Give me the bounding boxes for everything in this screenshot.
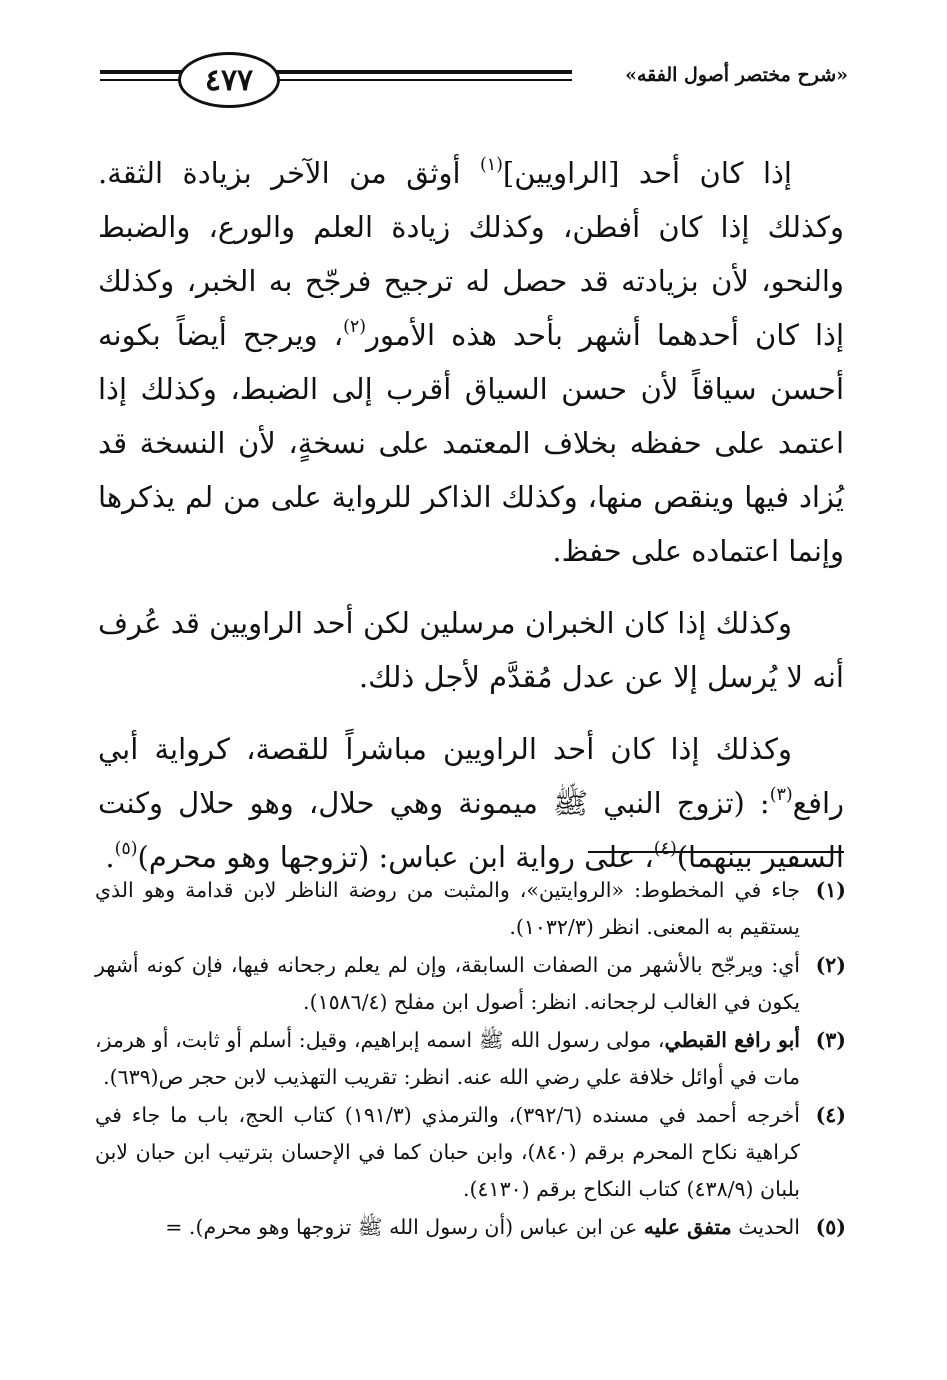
footnote-ref-1: (١) xyxy=(479,154,503,175)
footnote-3 xyxy=(95,1022,846,1096)
footnote-1 xyxy=(95,872,846,946)
footnote-text-prefix: الحديث xyxy=(731,1215,800,1239)
footnote-number: (١) xyxy=(815,878,846,902)
paragraph-1 xyxy=(98,146,844,578)
footnote-number: (٥) xyxy=(815,1215,846,1239)
paragraph-3-text: . xyxy=(105,840,115,874)
footnote-bold-name: أبو رافع القبطي xyxy=(664,1028,800,1052)
paragraph-3-text: وكذلك إذا كان أحد الراويين مباشراً للقصة، كرواية أبي رافع xyxy=(98,732,844,820)
header-rule-right xyxy=(270,70,572,88)
footnote-bold-term: متفق عليه xyxy=(643,1215,732,1239)
footnote-text: أي: ويرجّح بالأشهر من الصفات السابقة، وإن لم يعلم رجحانه فيها، فإن كونه أشهر يكون في الغالب لرجحانه. انظر: أصول ابن مفلح (١٥٨٦/٤). xyxy=(95,953,800,1014)
footnote-ref-5: (٥) xyxy=(114,838,138,859)
page-header xyxy=(100,48,848,110)
running-title: «شرح مختصر أصول الفقه» xyxy=(625,64,848,86)
paragraph-1-text: ، ويرجح أيضاً بكونه أحسن سياقاً لأن حسن السياق أقرب إلى الضبط، وكذلك إذا اعتمد على حفظه بخلاف المعتمد على نسخةٍ، لأن النسخة قد يُزاد فيها وينقص منها، وكذلك الذاكر للرواية على من لم يذكرها وإنما اعتماده على حفظ. xyxy=(98,318,844,568)
footnote-text: جاء في المخطوط: «الروايتين»، والمثبت من روضة الناظر لابن قدامة وهو الذي يستقيم به المعنى. انظر (١٠٣٢/٣). xyxy=(95,878,800,939)
paragraph-1-text: إذا كان أحد [الراويين] xyxy=(502,156,792,190)
paragraph-3-text: ، على رواية ابن عباس: (تزوجها وهو محرم) xyxy=(137,840,654,874)
footnote-text-wrap xyxy=(95,1022,800,1096)
footnote-text: أخرجه أحمد في مسنده (٣٩٢/٦)، والترمذي (١٩١/٣) كتاب الحج، باب ما جاء في كراهية نكاح المحرم برقم (٨٤٠)، وابن حبان كما في الإحسان بترتيب ابن حبان لابن بلبان (٤٣٨/٩) كتاب النكاح برقم (٤١٣٠). xyxy=(95,1103,800,1201)
header-rule-left xyxy=(100,70,184,88)
paragraph-2: وكذلك إذا كان الخبران مرسلين لكن أحد الراويين قد عُرف أنه لا يُرسل إلا عن عدل مُقدَّم لأجل ذلك. xyxy=(98,606,844,694)
page-number: ٤٧٧ xyxy=(178,52,280,108)
footnote-text-wrap xyxy=(95,1209,800,1246)
paragraph-1-text: أوثق من الآخر بزيادة الثقة. وكذلك إذا كان أفطن، وكذلك زيادة العلم والورع، والضبط والنحو، لأن بزيادته قد حصل له ترجيح فرجّح به الخبر، وكذلك إذا كان أحدهما أشهر بأحد هذه الأمور xyxy=(98,156,845,352)
footnote-number: (٢) xyxy=(815,953,846,977)
footnote-ref-2: (٢) xyxy=(343,316,366,337)
footnote-ref-4: (٤) xyxy=(653,838,677,859)
footnote-ref-3: (٣) xyxy=(769,784,793,805)
footnote-4 xyxy=(95,1097,846,1208)
footnote-2 xyxy=(95,947,846,1021)
footnote-text: عن ابن عباس (أن رسول الله ﷺ تزوجها وهو محرم). = xyxy=(165,1215,644,1239)
footnote-separator xyxy=(588,851,844,853)
footnote-number: (٤) xyxy=(815,1103,846,1127)
footnotes xyxy=(95,872,846,1246)
paragraph-3-text: : (تزوج النبي ﷺ ميمونة وهي حلال، وهو حلال وكنت السفير بينهما) xyxy=(98,786,844,874)
main-text xyxy=(98,146,844,884)
footnote-text: ، مولى رسول الله ﷺ اسمه إبراهيم، وقيل: أسلم أو ثابت، أو هرمز، مات في أوائل خلافة علي رضي الله عنه. انظر: تقريب التهذيب لابن حجر ص(٦٣٩). xyxy=(95,1028,800,1089)
footnote-5 xyxy=(95,1209,846,1246)
footnote-number: (٣) xyxy=(815,1028,846,1052)
paragraph-3 xyxy=(98,722,844,884)
